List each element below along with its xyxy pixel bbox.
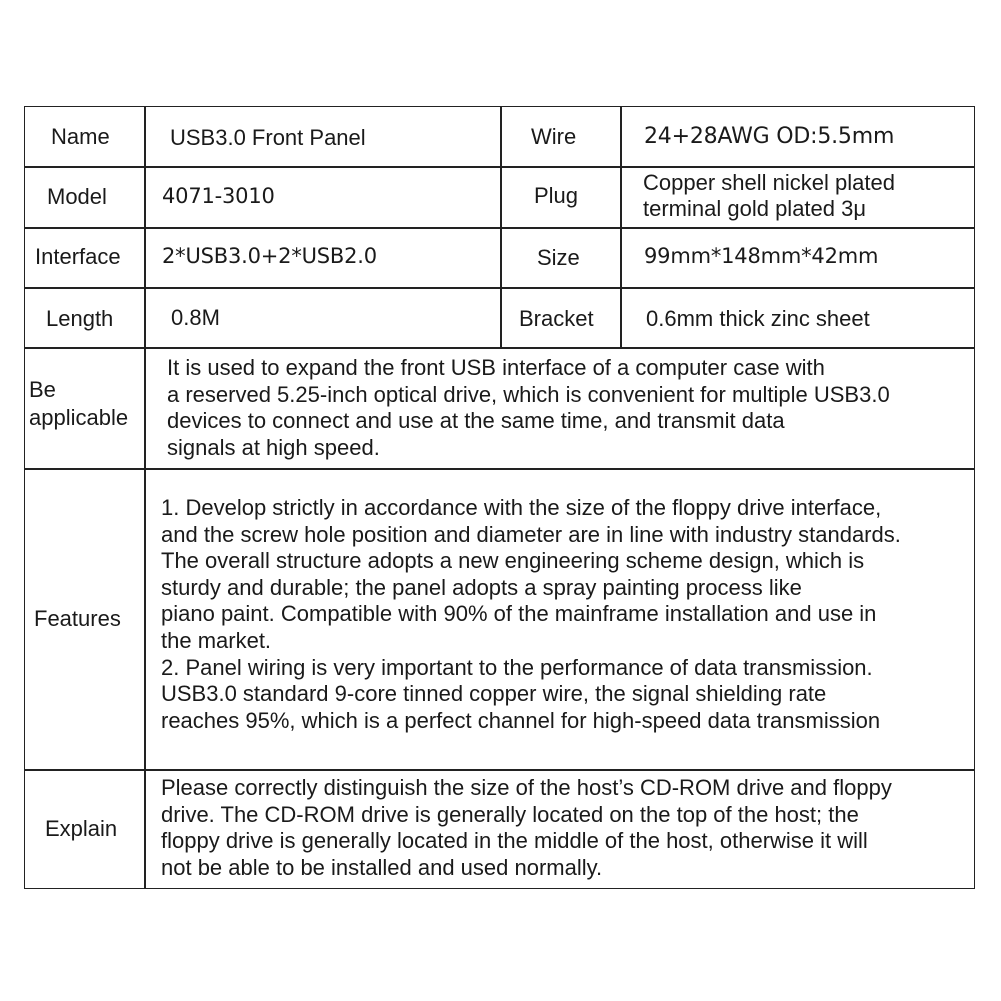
column-divider (620, 107, 622, 348)
size-value: 99mm*148mm*42mm (644, 244, 879, 268)
plug-value-line1: Copper shell nickel plated (643, 170, 895, 195)
name-label: Name (51, 124, 110, 149)
wire-label: Wire (531, 124, 577, 149)
row-divider (25, 769, 974, 771)
explain-text: Please correctly distinguish the size of the host’s CD-ROM drive and floppy drive. The CD-ROM drive is generally located on the top of the host; the floppy drive is generally located in the middle of the host, otherwise it will not be able to be installed and used normally. (161, 775, 892, 880)
features-label: Features (34, 606, 121, 631)
length-label: Length (46, 306, 114, 331)
size-label: Size (537, 245, 580, 270)
wire-value: 24+28AWG OD:5.5mm (644, 124, 895, 149)
name-value: USB3.0 Front Panel (170, 125, 366, 150)
length-value: 0.8M (171, 305, 220, 330)
spec-table (24, 106, 975, 889)
interface-value: 2*USB3.0+2*USB2.0 (162, 244, 377, 268)
interface-label: Interface (35, 244, 121, 269)
features-text: 1. Develop strictly in accordance with the size of the floppy drive interface, and the screw hole position and diameter are in line with industry standards. The overall structure adopts a new engineering scheme design, which is sturdy and durable; the panel adopts a spray painting process like piano paint. Compatible with 90% of the mainframe installation and use in the market. 2. Panel wiring is very important to the performance of data transmission. USB3.0 standard 9-core tinned copper wire, the signal shielding rate reaches 95%, which is a perfect channel for high-speed data transmission (161, 495, 901, 733)
model-label: Model (47, 184, 107, 209)
plug-label: Plug (534, 183, 579, 208)
bracket-value: 0.6mm thick zinc sheet (646, 306, 870, 331)
bracket-label: Bracket (519, 306, 594, 331)
row-divider (25, 468, 974, 470)
column-divider (144, 107, 146, 888)
applicable-text: It is used to expand the front USB interface of a computer case with a reserved 5.25-inch optical drive, which is convenient for multiple USB3.0 devices to connect and use at the same time, and transmit data signals at high speed. (167, 355, 890, 460)
applicable-label-line2: applicable (29, 405, 129, 430)
model-value: 4071-3010 (162, 184, 275, 208)
plug-value-line2: terminal gold plated 3μ (643, 196, 867, 221)
column-divider (500, 107, 502, 348)
applicable-label-line1: Be (29, 377, 56, 402)
explain-label: Explain (45, 816, 118, 841)
